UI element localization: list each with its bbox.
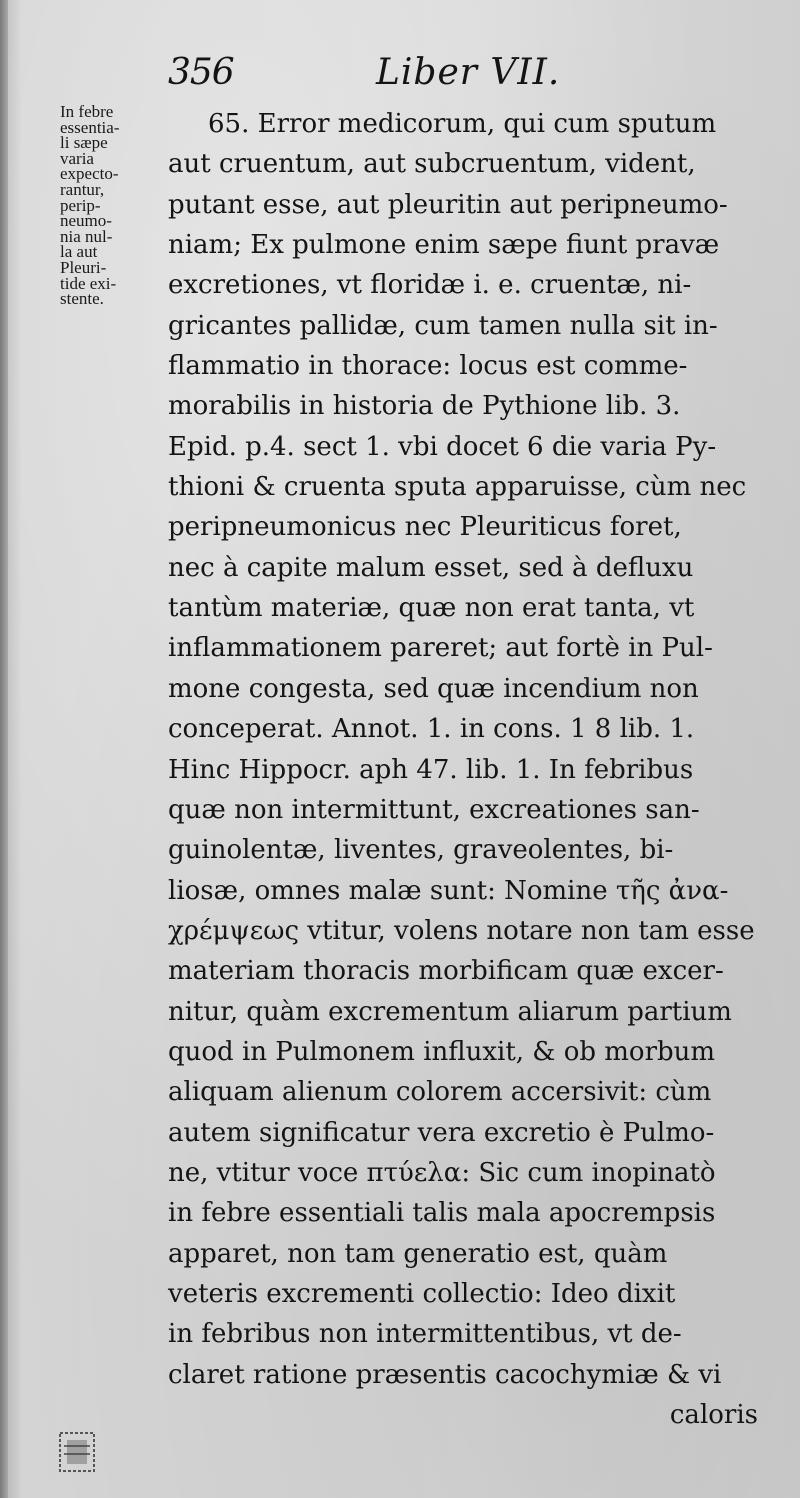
text-line: peripneumonicus nec Pleuriticus foret, — [168, 512, 682, 543]
margin-note-line: perip- — [60, 195, 101, 215]
text-line: excretiones, vt floridæ i. e. cruentæ, ni- — [168, 270, 692, 301]
text-line: flammatio in thorace: locus est comme- — [168, 351, 688, 382]
margin-note-line: li sæpe — [60, 133, 108, 153]
text-line: gricantes pallidæ, cum tamen nulla sit in- — [168, 310, 718, 341]
margin-note-line: In febre — [60, 102, 114, 121]
text-line: in febre essentiali talis mala apocrempsis — [168, 1198, 716, 1229]
margin-note-line: Pleuri- — [60, 257, 107, 277]
text-line: Epid. p.4. sect 1. vbi docet 6 die varia Py- — [168, 431, 717, 462]
margin-note-line: varia — [60, 148, 94, 168]
margin-note-line: stente. — [60, 289, 104, 309]
text-line: tantùm materiæ, quæ non erat tanta, vt — [168, 593, 695, 624]
text-line: liosæ, omnes malæ sunt: Nomine τῆς ἀνα- — [168, 875, 729, 906]
text-line: χρέμψεως vtitur, volens notare non tam esse — [168, 915, 755, 946]
text-line: autem significatur vera excretio è Pulmo- — [168, 1117, 715, 1148]
library-stamp-icon — [58, 1430, 98, 1474]
text-line: quæ non intermittunt, excreationes san- — [168, 794, 700, 825]
margin-note — [60, 104, 160, 307]
margin-note-line: expecto- — [60, 164, 119, 184]
text-line: veteris excrementi collectio: Ideo dixit — [168, 1278, 676, 1309]
text-line: materiam thoracis morbificam quæ excer- — [168, 956, 724, 987]
text-line: 65. Error medicorum, qui cum sputum — [208, 109, 717, 139]
text-line: thioni & cruenta sputa apparuisse, cùm nec — [168, 472, 747, 503]
catchword: caloris — [669, 1400, 758, 1430]
page-number: 356 — [168, 52, 234, 93]
margin-note-line: la aut — [60, 242, 98, 262]
text-line: nitur, quàm excrementum aliarum partium — [168, 996, 732, 1027]
text-line: mone congesta, sed quæ incendium non — [168, 673, 699, 704]
text-line: apparet, non tam generatio est, quàm — [168, 1238, 668, 1269]
margin-note-line: neumo- — [60, 211, 112, 231]
text-line: nec à capite malum esset, sed à defluxu — [168, 552, 694, 583]
running-head: Liber VII. — [376, 52, 561, 93]
page-header — [168, 50, 768, 102]
body-text — [168, 104, 788, 1435]
text-line: niam; Ex pulmone enim sæpe fiunt pravæ — [168, 230, 720, 261]
text-line: inflammationem pareret; aut fortè in Pul- — [168, 633, 713, 664]
margin-note-line: rantur, — [60, 179, 105, 199]
text-line: putant esse, aut pleuritin aut peripneumo- — [168, 189, 728, 220]
text-line: aut cruentum, aut subcruentum, vident, — [168, 149, 696, 180]
margin-note-line: essentia- — [60, 117, 120, 137]
text-line: Hinc Hippocr. aph 47. lib. 1. In febribus — [168, 754, 694, 785]
text-line: morabilis in historia de Pythione lib. 3. — [168, 391, 681, 422]
text-line: guinolentæ, liventes, graveolentes, bi- — [168, 835, 674, 866]
margin-note-line: nia nul- — [60, 226, 113, 246]
text-line: in febribus non intermittentibus, vt de- — [168, 1319, 682, 1350]
text-line: conceperat. Annot. 1. in cons. 1 8 lib. 1. — [168, 714, 695, 745]
text-line: aliquam alienum colorem accersivit: cùm — [168, 1077, 712, 1108]
text-line: quod in Pulmonem influxit, & ob morbum — [168, 1036, 716, 1067]
margin-note-line: tide exi- — [60, 273, 117, 293]
text-line: ne, vtitur voce πτύελα: Sic cum inopinatò — [168, 1157, 716, 1188]
page-gutter-edge — [0, 0, 8, 1498]
text-line: claret ratione præsentis cacochymiæ & vi — [168, 1359, 722, 1390]
